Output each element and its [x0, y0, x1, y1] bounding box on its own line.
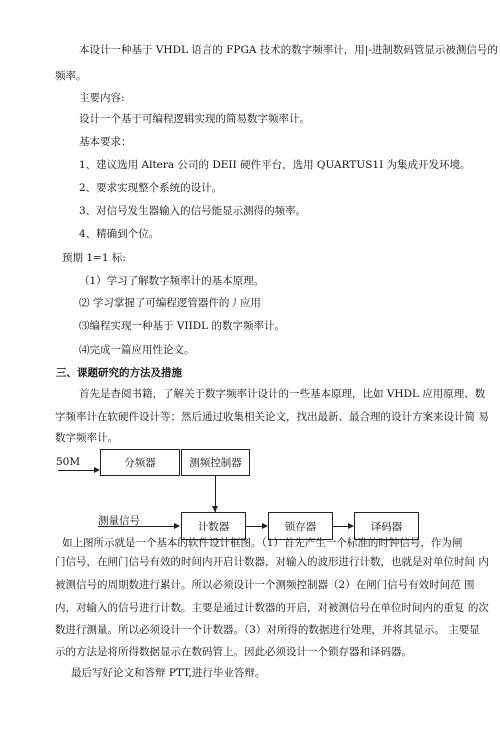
- paragraph-line: 门信号，在闸门信号有效的时间内开启计数器，对输入的波形进行计数，也就是对单位时间 内: [55, 556, 489, 568]
- paragraph-line: 首先是杳阅书籍，了解关于数字频率计设计的一些基本原理，比如 VHDL 应用原理、数: [79, 388, 486, 400]
- paragraph-line: 字频率计在软硬件设计等；然后通过收集相关论文，找出最新、最合理的设计方案来设计简 易: [55, 411, 489, 423]
- counter-to-latch-line: [246, 526, 262, 527]
- paragraph-line: 示的方法是将所得数据显示在数码管上。因此必须设计一个锁存器和译码器。: [55, 646, 412, 658]
- paragraph-line: 数字频率计。: [55, 432, 118, 444]
- clock-input-label: 50M: [56, 456, 81, 468]
- main-content-heading: 主要内容:: [79, 92, 125, 104]
- signal-input-label: 测量信号: [98, 515, 140, 527]
- latch-block: 锁存器: [268, 512, 333, 540]
- goal-item: ⑷完成一篇应用性论文。: [79, 344, 195, 356]
- requirement-item: 3、对信号发生器输入的信号能显示测得的频率。: [79, 205, 307, 217]
- decoder-block: 译码器: [354, 512, 419, 540]
- requirements-heading: 基本要求：: [79, 136, 132, 148]
- signal-line: [98, 526, 174, 527]
- requirement-item: 1、建议选用 Altera 公司的 DEII 硬件平台，选用 QUARTUS1I 为集成开发环境。: [79, 159, 471, 171]
- arrow-icon: [174, 523, 180, 529]
- closing-line: 最后写好论文和答辩 PTT,进行毕业答辩。: [71, 667, 266, 679]
- paragraph-line: 内，对输入的信号进行计数。主要是通过计数器的开启，对被测信号在单位时间内的重复 的次: [55, 602, 489, 614]
- goal-item: ⑵ 学习掌握了可编程逻管器件的丿应用: [79, 297, 261, 309]
- goal-item: ⑶编程实现一种基于 VIIDL 的数字频率计。: [79, 320, 285, 332]
- requirement-item: 4、精确到个位。: [79, 228, 160, 240]
- main-content-text: 设计一个基于可编程逻辑实现的简易数字频率计。: [79, 113, 310, 125]
- control-block: 测频控制器: [181, 449, 250, 476]
- section-title: 三、课题研究的方法及措施: [56, 367, 182, 379]
- divider-block: 分频器: [100, 449, 180, 476]
- counter-block: 计数器: [181, 512, 246, 540]
- intro-line-1: 本设计一种基于 VHDL 语言的 FPGA 技术的数字频率计，用|-进制数码管显示被测信号的: [79, 44, 498, 56]
- goals-heading: 预期 1=1 标:: [62, 252, 126, 264]
- paragraph-line: 被测信号的周期数进行累计。所以必须设计一个测频控制器（2）在闸门信号有效时间范 围: [55, 579, 475, 591]
- intro-line-2: 频率。: [55, 70, 87, 82]
- paragraph-line: 如上图所示就是一个基本的软件设计框图。（1）首先产生一个标准的时钟信号，作为闸: [62, 537, 463, 549]
- clock-line: [58, 470, 94, 471]
- goal-item: （1）学习了解数字频率计的基本原理。: [79, 275, 265, 287]
- latch-to-decoder-line: [333, 526, 348, 527]
- requirement-item: 2、要求实现整个系统的设计。: [79, 182, 223, 194]
- paragraph-line: 数进行测量。所以必须设计一个计数器。（3）对所得的数据进行处理，并将其显示。 主要显: [55, 624, 480, 636]
